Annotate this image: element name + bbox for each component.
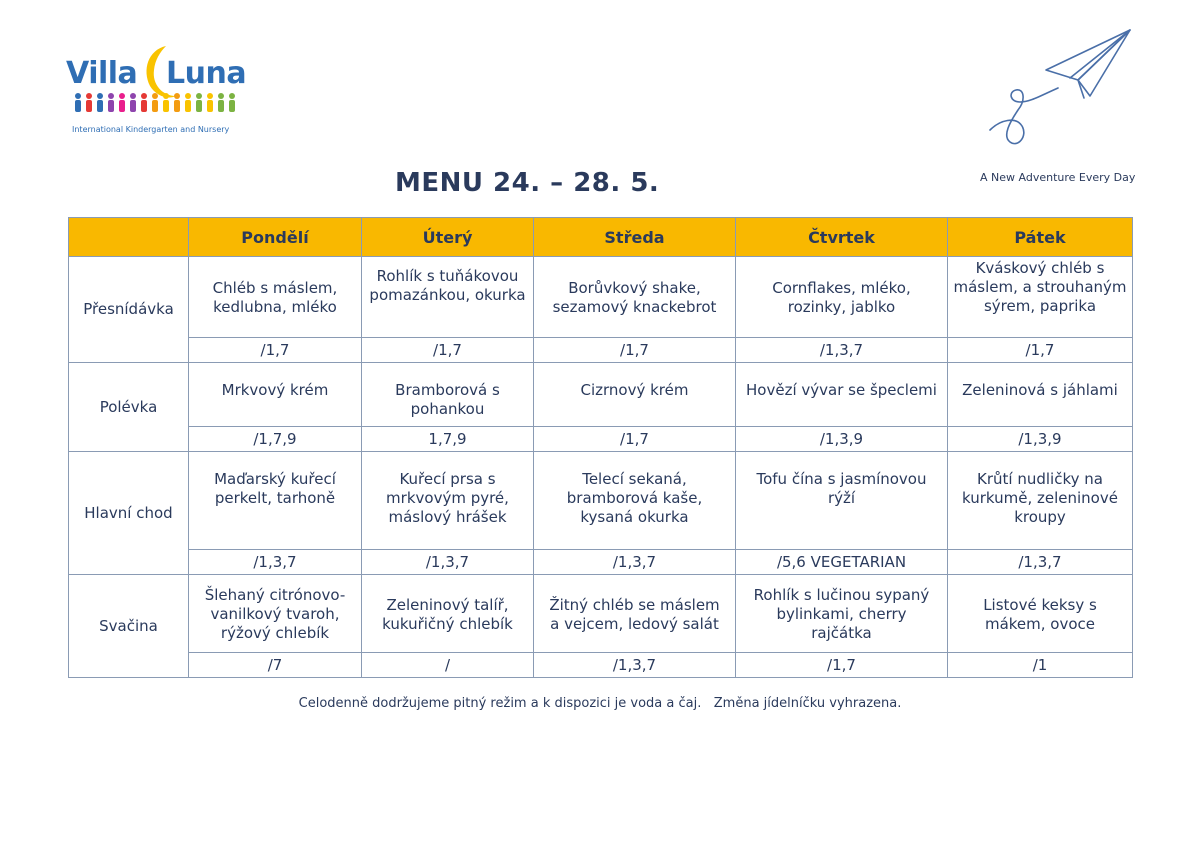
menu-table xyxy=(68,217,1133,678)
allergen-cell: /1,7 xyxy=(189,338,362,363)
allergen-cell: /1,3,7 xyxy=(948,550,1133,575)
dish-cell: Maďarský kuřecí perkelt, tarhoně xyxy=(189,452,362,550)
allergen-cell: /1,3,7 xyxy=(189,550,362,575)
allergen-cell: /1,3,7 xyxy=(534,550,736,575)
allergen-cell: /1,3,9 xyxy=(948,427,1133,452)
allergen-cell: / xyxy=(362,653,534,678)
dish-cell: Telecí sekaná, bramborová kaše, kysaná okurka xyxy=(534,452,736,550)
dish-cell: Cornflakes, mléko, rozinky, jablko xyxy=(736,257,948,338)
allergen-cell: /1,7 xyxy=(534,338,736,363)
day-header-monday: Pondělí xyxy=(189,218,362,257)
paper-plane-icon xyxy=(980,26,1140,166)
dish-cell: Kváskový chléb s máslem, a strouhaným sýrem, paprika xyxy=(948,257,1133,338)
slogan: A New Adventure Every Day xyxy=(980,171,1136,184)
footer-drinking-note: Celodenně dodržujeme pitný režim a k dispozici je voda a čaj. xyxy=(298,696,702,711)
villa-luna-logo xyxy=(66,42,246,138)
allergen-cell: /7 xyxy=(189,653,362,678)
allergen-row-snack xyxy=(69,338,1133,363)
dish-cell: Tofu čína s jasmínovou rýží xyxy=(736,452,948,550)
allergen-cell: /1,7 xyxy=(948,338,1133,363)
meal-row-snack xyxy=(69,257,1133,338)
day-header-tuesday: Úterý xyxy=(362,218,534,257)
allergen-cell: /1 xyxy=(948,653,1133,678)
page-title: MENU 24. – 28. 5. xyxy=(395,168,660,198)
footer-note xyxy=(0,696,1200,711)
meal-row-main xyxy=(69,452,1133,550)
dish-cell: Rohlík s lučinou sypaný bylinkami, cherry rajčátka xyxy=(736,575,948,653)
dish-cell: Listové keksy s mákem, ovoce xyxy=(948,575,1133,653)
header-corner-cell xyxy=(69,218,189,257)
dish-cell: Zeleninový talíř, kukuřičný chlebík xyxy=(362,575,534,653)
day-header-row xyxy=(69,218,1133,257)
allergen-row-soup xyxy=(69,427,1133,452)
dish-cell: Rohlík s tuňákovou pomazánkou, okurka xyxy=(362,257,534,338)
dish-cell: Hovězí vývar se špeclemi xyxy=(736,363,948,427)
dish-cell: Kuřecí prsa s mrkvovým pyré, máslový hrášek xyxy=(362,452,534,550)
day-header-wednesday: Středa xyxy=(534,218,736,257)
footer-change-note: Změna jídelníčku vyhrazena. xyxy=(713,696,902,711)
dish-cell: Bramborová s pohankou xyxy=(362,363,534,427)
allergen-cell: /1,3,7 xyxy=(534,653,736,678)
dish-cell: Šlehaný citrónovo-vanilkový tvaroh, rýžový chlebík xyxy=(189,575,362,653)
logo-word-villa: Villa xyxy=(66,56,138,91)
dish-cell: Cizrnový krém xyxy=(534,363,736,427)
dish-cell: Chléb s máslem, kedlubna, mléko xyxy=(189,257,362,338)
allergen-cell: /1,3,9 xyxy=(736,427,948,452)
allergen-row-afternoon-snack xyxy=(69,653,1133,678)
meal-row-afternoon-snack xyxy=(69,575,1133,653)
logo-word-luna: Luna xyxy=(166,56,247,91)
meal-name-main: Hlavní chod xyxy=(69,452,189,575)
meal-name-soup: Polévka xyxy=(69,363,189,452)
allergen-cell: /1,3,7 xyxy=(362,550,534,575)
allergen-row-main xyxy=(69,550,1133,575)
day-header-friday: Pátek xyxy=(948,218,1133,257)
allergen-cell: 1,7,9 xyxy=(362,427,534,452)
allergen-cell: /1,7 xyxy=(534,427,736,452)
allergen-cell: /1,3,7 xyxy=(736,338,948,363)
allergen-cell: /1,7,9 xyxy=(189,427,362,452)
dish-cell: Zeleninová s jáhlami xyxy=(948,363,1133,427)
allergen-cell: /1,7 xyxy=(736,653,948,678)
children-row-icon xyxy=(72,92,240,114)
meal-name-afternoon-snack: Svačina xyxy=(69,575,189,678)
meal-name-snack: Přesnídávka xyxy=(69,257,189,363)
day-header-thursday: Čtvrtek xyxy=(736,218,948,257)
dish-cell: Mrkvový krém xyxy=(189,363,362,427)
allergen-cell: /5,6 VEGETARIAN xyxy=(736,550,948,575)
meal-row-soup xyxy=(69,363,1133,427)
logo-tagline: International Kindergarten and Nursery xyxy=(72,125,230,134)
allergen-cell: /1,7 xyxy=(362,338,534,363)
dish-cell: Žitný chléb se máslem a vejcem, ledový salát xyxy=(534,575,736,653)
dish-cell: Borůvkový shake, sezamový knackebrot xyxy=(534,257,736,338)
dish-cell: Krůtí nudličky na kurkumě, zeleninové kroupy xyxy=(948,452,1133,550)
